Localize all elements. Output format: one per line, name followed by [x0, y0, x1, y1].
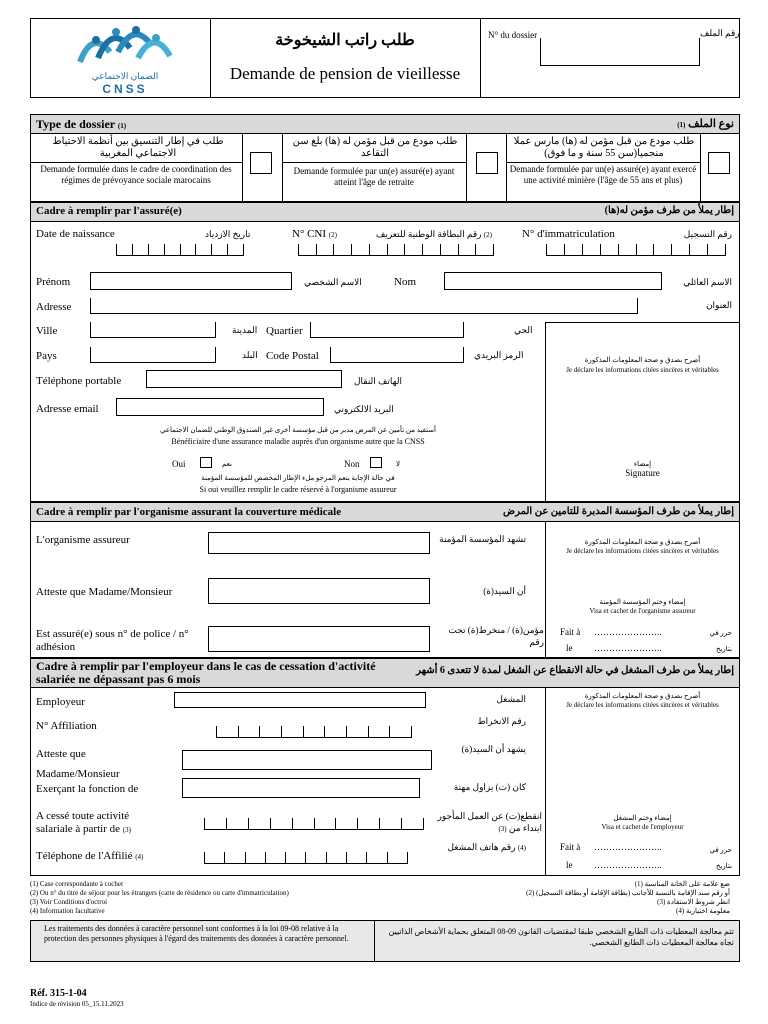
assure-signature-divider: [545, 322, 740, 323]
org-fait-dots[interactable]: …………………..: [594, 627, 662, 637]
cp-field[interactable]: [330, 347, 464, 363]
prenom-field[interactable]: [90, 272, 292, 290]
org-le-fr: le: [566, 643, 573, 653]
title-ar: طلب راتب الشيخوخة: [275, 32, 415, 49]
assure-sign-ar: إمضاء: [633, 460, 652, 468]
cni-label-fr: N° CNI (2): [292, 228, 337, 240]
pays-label-ar: البلد: [242, 350, 258, 360]
type-option-checkbox[interactable]: [708, 152, 730, 174]
type-divider: [466, 134, 467, 202]
emp-cesse-input[interactable]: [204, 818, 424, 830]
non-label-fr: Non: [344, 459, 360, 469]
org-le-ar: بتاريخ: [715, 645, 732, 653]
org-police-ar: مؤمن(ة) / منخرط(ة) تحت رقم: [448, 625, 544, 647]
nom-label-ar: الاسم العائلي: [683, 277, 732, 287]
title-fr: Demande de pension de vieillesse: [229, 64, 461, 83]
cp-label-ar: الرمز البريدي: [474, 350, 524, 360]
org-le-dots[interactable]: …………………..: [594, 643, 662, 653]
org-fait-ar: حرر في: [709, 629, 732, 637]
assure-declare-ar: أصرح بصدق و صحة المعلومات المذكورة: [584, 356, 701, 364]
org-atteste-field[interactable]: [208, 578, 430, 604]
type-option-fr: Demande formulée par un(e) assuré(e) ayant exercé une activité minière (l'âge de 55 ans et plus): [509, 164, 697, 185]
org-police-field[interactable]: [208, 626, 430, 652]
adresse-field[interactable]: [90, 298, 638, 314]
emp-declare-ar: أصرح بصدق و صحة المعلومات المذكورة: [584, 692, 701, 700]
oui-checkbox[interactable]: [200, 457, 212, 468]
organisme-title-fr: Cadre à remplir par l'organisme assurant la couverture médicale: [36, 506, 342, 518]
emp-le-dots[interactable]: …………………..: [594, 860, 662, 870]
type-divider: [506, 134, 507, 202]
footnote: ضع علامة على الخانة المناسبة (1): [634, 880, 730, 888]
dossier-label-fr: N° du dossier: [488, 30, 538, 40]
emp-visa-fr: Visa et cachet de l'employeur: [601, 823, 684, 831]
emp-affil-input[interactable]: [216, 726, 412, 738]
benef-fr: Bénéficiaire d'une assurance maladie auprès d'un organisme autre que la CNSS: [171, 437, 425, 446]
dob-label-ar: تاريخ الازدياد: [205, 229, 251, 239]
emp-fait-ar: حرر في: [709, 846, 732, 854]
org-field[interactable]: [208, 532, 430, 554]
footnote: أو رقم سند الإقامة بالنسبة للأجانب (بطاقة الإقامة أو بطاقة التسجيل) (2): [526, 889, 730, 897]
org-label-fr: L'organisme assureur: [36, 534, 130, 546]
emp-atteste-field[interactable]: [182, 750, 432, 770]
type-row-divider: [30, 162, 242, 163]
type-row-divider: [506, 162, 700, 163]
type-dossier-title-ar: نوع الملف (1): [677, 118, 734, 130]
si-oui-ar: في حالة الإجابة بنعم المرجو ملء الإطار المخصص للمؤسسة المؤمنة: [201, 474, 395, 482]
prenom-label-ar: الاسم الشخصي: [304, 277, 362, 287]
prenom-label-fr: Prénom: [36, 276, 71, 288]
type-option-ar: طلب مودع من قبل مؤمن له (ها) بلغ سن التقاعد: [292, 136, 458, 159]
non-checkbox[interactable]: [370, 457, 382, 468]
emp-cesse-fr: A cessé toute activité salariale à partir de (3): [36, 810, 131, 835]
si-oui-fr: Si oui veuillez remplir le cadre réservé à l'organisme assureur: [199, 485, 397, 494]
nom-label-fr: Nom: [394, 276, 416, 288]
type-option-ar: طلب في إطار التنسيق بين أنظمة الاحتياط الاجتماعي المغربية: [52, 136, 224, 159]
pays-label-fr: Pays: [36, 350, 57, 362]
emp-affil-ar: رقم الانخراط: [477, 716, 526, 726]
nom-field[interactable]: [444, 272, 662, 290]
org-label-ar: تشهد المؤسسة المؤمنة: [439, 534, 526, 544]
adresse-label-ar: العنوان: [705, 300, 732, 310]
footnote: معلومة اختيارية (4): [676, 907, 730, 915]
immat-input[interactable]: [546, 244, 726, 256]
org-fait-fr: Fait à: [560, 627, 581, 637]
emp-employeur-ar: المشغل: [496, 694, 526, 704]
privacy-fr: Les traitements des données à caractère personnel sont conformes à la loi 09-08 relative à la protection des personnes physiques à l'égard des traitements des données à caractère personnel.: [44, 924, 349, 943]
emp-tel-ar: (4) رقم هاتف المشغل: [447, 842, 526, 852]
type-divider: [700, 134, 701, 202]
assure-sign-fr: Signature: [625, 468, 660, 478]
emp-fonction-ar: كان (ت) يزاول مهنة: [453, 782, 526, 792]
emp-fonction-field[interactable]: [182, 778, 420, 798]
emp-fait-fr: Fait à: [560, 842, 581, 852]
oui-label-fr: Oui: [172, 459, 186, 469]
footer-revision: Indice de révision 05_15.11.2023: [30, 1000, 124, 1008]
org-visa-fr: Visa et cachet de l'organisme assureur: [589, 607, 696, 615]
emp-cesse-ar: انقطع(ت) عن العمل المأجور ابتداء من (3): [437, 811, 542, 833]
footnote: (3) Voir Conditions d'octroi: [30, 898, 108, 906]
footnotes-fr: [30, 880, 390, 916]
employeur-signature-divider: [545, 688, 546, 876]
type-divider: [242, 134, 243, 202]
emp-declare-fr: Je déclare les informations citées sincères et véritables: [566, 701, 719, 709]
org-declare-fr: Je déclare les informations citées sincères et véritables: [566, 547, 719, 555]
oui-label-ar: نعم: [222, 460, 232, 468]
emp-tel-fr: Téléphone de l'Affilié (4): [36, 850, 144, 862]
assure-title-fr: Cadre à remplir par l'assuré(e): [36, 205, 182, 217]
emp-employeur-field[interactable]: [174, 692, 426, 708]
emp-atteste-ar: يشهد أن السيد(ة): [461, 744, 526, 754]
cni-input[interactable]: [298, 244, 494, 256]
org-atteste-fr: Atteste que Madame/Monsieur: [36, 586, 173, 598]
email-label-fr: Adresse email: [36, 403, 99, 415]
dob-label-fr: Date de naissance: [36, 228, 115, 240]
emp-fait-dots[interactable]: …………………..: [594, 842, 662, 852]
type-option-ar: طلب مودع من قبل مؤمن له (ها) مارس عملا منجميا(سن 55 سنة و ما فوق): [513, 136, 695, 159]
emp-le-fr: le: [566, 860, 573, 870]
type-option-fr: Demande formulée par un(e) assuré(e) ayant atteint l'âge de retraite: [293, 166, 455, 187]
type-row-divider: [282, 162, 466, 163]
ville-label-fr: Ville: [36, 325, 58, 337]
org-declare-ar: أصرح بصدق و صحة المعلومات المذكورة: [584, 538, 701, 546]
cnss-logo: [70, 22, 180, 96]
quartier-label-fr: Quartier: [266, 325, 303, 337]
header-divider: [480, 18, 481, 98]
type-dossier-title-fr: Type de dossier (1): [36, 117, 127, 131]
organisme-title-ar: إطار يملأ من طرف المؤسسة المدبرة للتامين عن المرض: [503, 506, 734, 517]
employeur-title-fr: Cadre à remplir par l'employeur dans le cas de cessation d'activité salariée ne dépassant pas 6 mois: [36, 659, 376, 686]
footnote: (2) Ou n° du titre de séjour pour les étrangers (carte de résidence ou carte d'immatriculation): [30, 889, 289, 897]
pays-field[interactable]: [90, 347, 216, 363]
immat-label-fr: N° d'immatriculation: [522, 228, 615, 240]
assure-declare-fr: Je déclare les informations citées sincères et véritables: [566, 366, 719, 374]
footnote: (4) Information facultative: [30, 907, 105, 915]
non-label-ar: لا: [396, 460, 400, 468]
footer-ref: Réf. 315-1-04: [30, 988, 87, 999]
emp-fonction-fr: Exerçant la fonction de: [36, 783, 139, 795]
email-label-ar: البريد الالكتروني: [334, 404, 394, 414]
assure-title-ar: إطار يملأ من طرف مؤمن له(ها): [604, 205, 734, 216]
org-police-fr: Est assuré(e) sous n° de police / n° adhésion: [36, 628, 189, 653]
org-visa-ar: إمضاء وختم المؤسسة المؤمنة: [599, 598, 686, 606]
tel-label-fr: Téléphone portable: [36, 375, 122, 387]
emp-le-ar: بتاريخ: [715, 862, 732, 870]
logo-text-cnss: CNSS: [102, 82, 148, 96]
emp-visa-ar: إمضاء وختم المشغل: [613, 814, 672, 822]
privacy-ar: تتم معالجة المعطيات ذات الطابع الشخصي طبقا لمقتضيات القانون 09-08 المتعلق بحماية الأشخاص الذاتيين تجاه معالجة المعطيات ذات الطابع الشخصي.: [388, 927, 734, 947]
type-option-checkbox[interactable]: [250, 152, 272, 174]
benef-ar: أستفيد من تأمين عن المرض مدبر من قبل مؤسسة أخرى غير الصندوق الوطني للضمان الاجتماعي: [160, 426, 436, 434]
type-option-fr: Demande formulée dans le cadre de coordination des régimes de prévoyance sociale marocains: [40, 164, 232, 185]
quartier-label-ar: الحي: [514, 325, 533, 335]
quartier-field[interactable]: [310, 322, 464, 338]
assure-signature-divider: [545, 322, 546, 502]
tel-label-ar: الهاتف النقال: [354, 376, 402, 386]
logo-text-ar: الضمان الاجتماعي: [91, 71, 159, 81]
cni-label-ar: (2) رقم البطاقة الوطنية للتعريف: [376, 229, 492, 239]
organisme-signature-divider: [545, 522, 546, 658]
cp-label-fr: Code Postal: [266, 350, 319, 362]
type-dossier-header: [30, 114, 740, 134]
type-option-checkbox[interactable]: [476, 152, 498, 174]
dossier-label-ar: رقم الملف: [700, 28, 740, 38]
immat-label-ar: رقم التسجيل: [683, 229, 732, 239]
adresse-label-fr: Adresse: [36, 301, 72, 313]
emp-affil-fr: N° Affiliation: [36, 720, 97, 732]
ville-field[interactable]: [90, 322, 216, 338]
emp-atteste-fr: Atteste que Madame/Monsieur: [36, 748, 120, 780]
privacy-divider: [374, 920, 375, 962]
emp-tel-input[interactable]: [204, 852, 408, 864]
employeur-title-ar: إطار يملأ من طرف المشغل في حالة الانقطاع عن الشغل لمدة لا تتعدى 6 أشهر: [416, 665, 734, 676]
footnotes-ar: [420, 880, 730, 916]
dossier-number-field[interactable]: [540, 38, 700, 66]
cnss-logo-icon: [70, 22, 180, 70]
footnote: (1) Case correspondante à cocher: [30, 880, 124, 888]
footnote: انظر شروط الاستفادة (3): [657, 898, 730, 906]
email-field[interactable]: [116, 398, 324, 416]
dob-input[interactable]: [116, 244, 244, 256]
emp-employeur-fr: Employeur: [36, 696, 85, 708]
org-atteste-ar: أن السيد(ة): [483, 586, 526, 596]
tel-field[interactable]: [146, 370, 342, 388]
ville-label-ar: المدينة: [232, 325, 258, 335]
type-divider: [282, 134, 283, 202]
